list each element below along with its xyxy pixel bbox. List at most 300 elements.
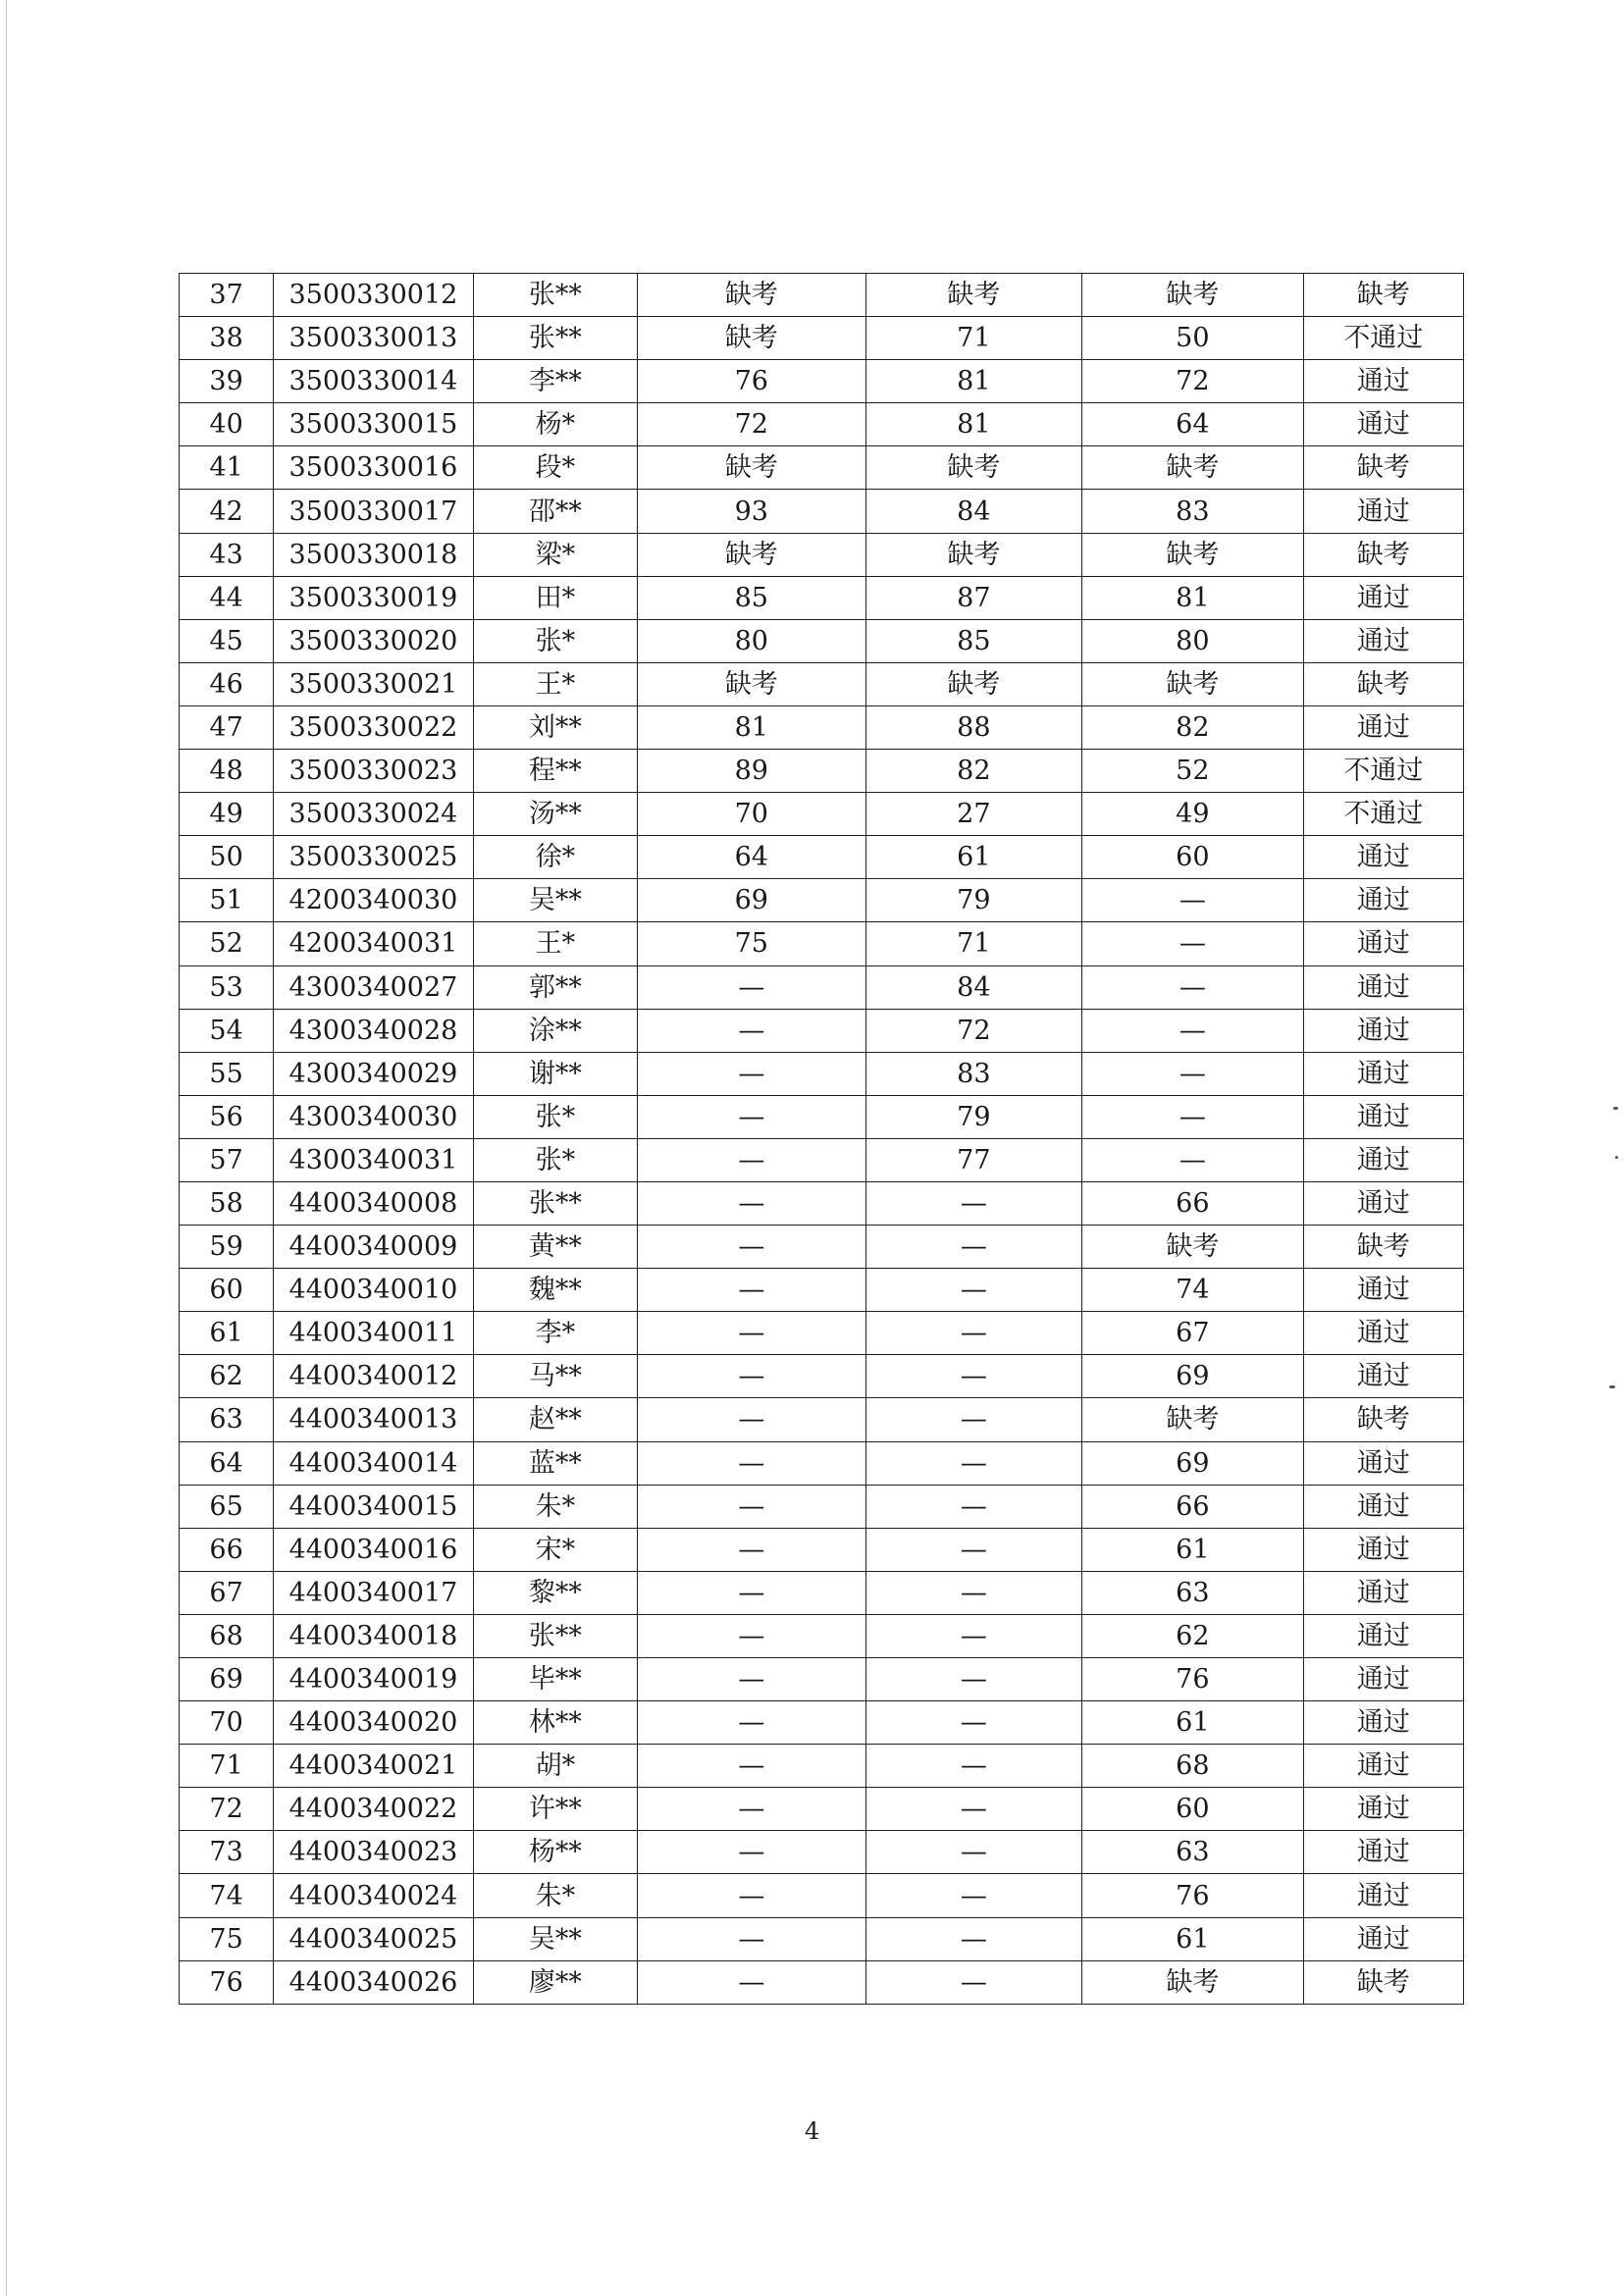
score-2-cell: —: [865, 1398, 1082, 1441]
score-3-cell: 66: [1082, 1485, 1304, 1528]
candidate-name-cell: 张*: [473, 1138, 637, 1181]
row-number-cell: 55: [180, 1052, 274, 1095]
row-number-cell: 53: [180, 965, 274, 1009]
candidate-name-cell: 马**: [473, 1355, 637, 1398]
table-row: [180, 793, 1464, 836]
candidate-name-cell: 张*: [473, 619, 637, 662]
table-row: [180, 662, 1464, 705]
candidate-id-cell: 3500330021: [274, 662, 473, 705]
score-2-cell: —: [865, 1355, 1082, 1398]
candidate-id-cell: 4300340031: [274, 1138, 473, 1181]
row-number-cell: 74: [180, 1874, 274, 1917]
score-3-cell: 76: [1082, 1658, 1304, 1701]
score-2-cell: —: [865, 1485, 1082, 1528]
score-3-cell: 缺考: [1082, 446, 1304, 490]
candidate-id-cell: 4400340016: [274, 1528, 473, 1571]
score-1-cell: —: [638, 1138, 866, 1181]
score-2-cell: 79: [865, 1095, 1082, 1138]
score-2-cell: —: [865, 1701, 1082, 1745]
score-3-cell: 缺考: [1082, 662, 1304, 705]
score-1-cell: 75: [638, 922, 866, 965]
result-cell: 通过: [1303, 836, 1463, 879]
score-3-cell: —: [1082, 1095, 1304, 1138]
candidate-name-cell: 胡*: [473, 1745, 637, 1788]
result-cell: 通过: [1303, 1095, 1463, 1138]
score-1-cell: —: [638, 1831, 866, 1874]
candidate-name-cell: 张**: [473, 1614, 637, 1657]
score-1-cell: —: [638, 1355, 866, 1398]
score-1-cell: —: [638, 1181, 866, 1225]
row-number-cell: 41: [180, 446, 274, 490]
candidate-name-cell: 许**: [473, 1788, 637, 1831]
row-number-cell: 67: [180, 1571, 274, 1614]
candidate-id-cell: 4400340019: [274, 1658, 473, 1701]
table-row: [180, 446, 1464, 490]
candidate-id-cell: 3500330013: [274, 317, 473, 360]
row-number-cell: 54: [180, 1009, 274, 1052]
score-3-cell: 83: [1082, 490, 1304, 533]
table-row: [180, 879, 1464, 922]
score-table: [179, 273, 1464, 2005]
table-row: [180, 1614, 1464, 1657]
score-2-cell: 77: [865, 1138, 1082, 1181]
candidate-id-cell: 3500330025: [274, 836, 473, 879]
score-2-cell: —: [865, 1614, 1082, 1657]
score-2-cell: 27: [865, 793, 1082, 836]
score-1-cell: —: [638, 1874, 866, 1917]
score-3-cell: 63: [1082, 1831, 1304, 1874]
candidate-name-cell: 蓝**: [473, 1441, 637, 1485]
row-number-cell: 72: [180, 1788, 274, 1831]
row-number-cell: 75: [180, 1917, 274, 1960]
result-cell: 通过: [1303, 1355, 1463, 1398]
score-2-cell: 83: [865, 1052, 1082, 1095]
score-3-cell: 50: [1082, 317, 1304, 360]
result-cell: 通过: [1303, 1658, 1463, 1701]
score-3-cell: 64: [1082, 403, 1304, 446]
page-number: 4: [804, 2117, 820, 2145]
table-row: [180, 1355, 1464, 1398]
score-3-cell: 60: [1082, 836, 1304, 879]
candidate-name-cell: 吴**: [473, 1917, 637, 1960]
score-3-cell: 74: [1082, 1269, 1304, 1312]
score-3-cell: —: [1082, 1138, 1304, 1181]
score-1-cell: —: [638, 1745, 866, 1788]
table-row: [180, 1701, 1464, 1745]
row-number-cell: 60: [180, 1269, 274, 1312]
candidate-name-cell: 谢**: [473, 1052, 637, 1095]
candidate-name-cell: 刘**: [473, 705, 637, 749]
row-number-cell: 47: [180, 705, 274, 749]
result-cell: 通过: [1303, 1312, 1463, 1355]
result-cell: 缺考: [1303, 533, 1463, 576]
result-cell: 通过: [1303, 1571, 1463, 1614]
score-3-cell: 69: [1082, 1355, 1304, 1398]
score-2-cell: —: [865, 1441, 1082, 1485]
table-row: [180, 1874, 1464, 1917]
score-3-cell: 缺考: [1082, 1960, 1304, 2004]
row-number-cell: 43: [180, 533, 274, 576]
candidate-name-cell: 程**: [473, 750, 637, 793]
score-1-cell: 81: [638, 705, 866, 749]
table-row: [180, 619, 1464, 662]
score-3-cell: 61: [1082, 1528, 1304, 1571]
row-number-cell: 65: [180, 1485, 274, 1528]
row-number-cell: 51: [180, 879, 274, 922]
score-2-cell: —: [865, 1745, 1082, 1788]
candidate-id-cell: 3500330019: [274, 576, 473, 619]
candidate-name-cell: 廖**: [473, 1960, 637, 2004]
score-1-cell: 缺考: [638, 274, 866, 317]
score-2-cell: 71: [865, 317, 1082, 360]
score-3-cell: 62: [1082, 1614, 1304, 1657]
score-2-cell: 82: [865, 750, 1082, 793]
score-2-cell: —: [865, 1960, 1082, 2004]
candidate-name-cell: 黄**: [473, 1226, 637, 1269]
score-2-cell: 缺考: [865, 446, 1082, 490]
score-1-cell: 93: [638, 490, 866, 533]
row-number-cell: 52: [180, 922, 274, 965]
result-cell: 不通过: [1303, 750, 1463, 793]
score-3-cell: 缺考: [1082, 274, 1304, 317]
table-row: [180, 576, 1464, 619]
scan-speck: [1613, 1107, 1618, 1110]
result-cell: 缺考: [1303, 662, 1463, 705]
score-3-cell: 61: [1082, 1917, 1304, 1960]
candidate-name-cell: 李*: [473, 1312, 637, 1355]
candidate-id-cell: 3500330020: [274, 619, 473, 662]
candidate-name-cell: 张**: [473, 274, 637, 317]
candidate-id-cell: 4400340014: [274, 1441, 473, 1485]
score-1-cell: 70: [638, 793, 866, 836]
row-number-cell: 38: [180, 317, 274, 360]
table-row: [180, 1269, 1464, 1312]
table-row: [180, 403, 1464, 446]
result-cell: 缺考: [1303, 1226, 1463, 1269]
candidate-id-cell: 3500330024: [274, 793, 473, 836]
score-2-cell: —: [865, 1181, 1082, 1225]
result-cell: 通过: [1303, 705, 1463, 749]
candidate-id-cell: 4300340027: [274, 965, 473, 1009]
result-cell: 不通过: [1303, 793, 1463, 836]
table-row: [180, 490, 1464, 533]
candidate-name-cell: 毕**: [473, 1658, 637, 1701]
table-row: [180, 836, 1464, 879]
score-3-cell: 67: [1082, 1312, 1304, 1355]
score-1-cell: 85: [638, 576, 866, 619]
table-row: [180, 1831, 1464, 1874]
score-1-cell: —: [638, 1095, 866, 1138]
table-row: [180, 1571, 1464, 1614]
score-2-cell: —: [865, 1571, 1082, 1614]
candidate-id-cell: 3500330015: [274, 403, 473, 446]
score-2-cell: 88: [865, 705, 1082, 749]
row-number-cell: 71: [180, 1745, 274, 1788]
row-number-cell: 57: [180, 1138, 274, 1181]
score-1-cell: —: [638, 1009, 866, 1052]
table-row: [180, 1181, 1464, 1225]
candidate-id-cell: 4400340024: [274, 1874, 473, 1917]
candidate-name-cell: 张**: [473, 317, 637, 360]
candidate-id-cell: 4400340017: [274, 1571, 473, 1614]
score-1-cell: —: [638, 1528, 866, 1571]
score-2-cell: —: [865, 1269, 1082, 1312]
score-1-cell: —: [638, 1485, 866, 1528]
score-1-cell: —: [638, 1917, 866, 1960]
candidate-name-cell: 徐*: [473, 836, 637, 879]
candidate-name-cell: 王*: [473, 922, 637, 965]
result-cell: 通过: [1303, 490, 1463, 533]
result-cell: 通过: [1303, 1269, 1463, 1312]
result-cell: 通过: [1303, 922, 1463, 965]
candidate-id-cell: 3500330017: [274, 490, 473, 533]
candidate-name-cell: 杨**: [473, 1831, 637, 1874]
row-number-cell: 62: [180, 1355, 274, 1398]
row-number-cell: 42: [180, 490, 274, 533]
score-1-cell: —: [638, 1398, 866, 1441]
candidate-name-cell: 朱*: [473, 1874, 637, 1917]
result-cell: 通过: [1303, 1788, 1463, 1831]
score-3-cell: 68: [1082, 1745, 1304, 1788]
score-2-cell: 缺考: [865, 662, 1082, 705]
result-cell: 通过: [1303, 1181, 1463, 1225]
table-row: [180, 274, 1464, 317]
result-cell: 缺考: [1303, 1398, 1463, 1441]
row-number-cell: 70: [180, 1701, 274, 1745]
result-cell: 通过: [1303, 1052, 1463, 1095]
table-row: [180, 1528, 1464, 1571]
candidate-id-cell: 4400340009: [274, 1226, 473, 1269]
row-number-cell: 48: [180, 750, 274, 793]
row-number-cell: 40: [180, 403, 274, 446]
score-2-cell: 72: [865, 1009, 1082, 1052]
result-cell: 通过: [1303, 360, 1463, 403]
score-1-cell: 80: [638, 619, 866, 662]
score-3-cell: —: [1082, 922, 1304, 965]
result-cell: 通过: [1303, 1485, 1463, 1528]
candidate-id-cell: 4400340008: [274, 1181, 473, 1225]
candidate-id-cell: 4400340025: [274, 1917, 473, 1960]
row-number-cell: 69: [180, 1658, 274, 1701]
candidate-id-cell: 4400340022: [274, 1788, 473, 1831]
scan-speck: [1615, 1156, 1618, 1159]
candidate-id-cell: 3500330016: [274, 446, 473, 490]
score-2-cell: 84: [865, 490, 1082, 533]
score-3-cell: 61: [1082, 1701, 1304, 1745]
candidate-name-cell: 梁*: [473, 533, 637, 576]
candidate-name-cell: 张**: [473, 1181, 637, 1225]
candidate-id-cell: 4300340028: [274, 1009, 473, 1052]
score-1-cell: 76: [638, 360, 866, 403]
candidate-id-cell: 4300340029: [274, 1052, 473, 1095]
result-cell: 通过: [1303, 1745, 1463, 1788]
table-row: [180, 533, 1464, 576]
score-2-cell: 61: [865, 836, 1082, 879]
row-number-cell: 68: [180, 1614, 274, 1657]
candidate-id-cell: 4400340011: [274, 1312, 473, 1355]
score-3-cell: 66: [1082, 1181, 1304, 1225]
result-cell: 通过: [1303, 965, 1463, 1009]
table-row: [180, 1745, 1464, 1788]
row-number-cell: 44: [180, 576, 274, 619]
candidate-id-cell: 4200340031: [274, 922, 473, 965]
score-1-cell: 缺考: [638, 533, 866, 576]
score-2-cell: 85: [865, 619, 1082, 662]
score-table-body: [180, 274, 1464, 2005]
score-1-cell: 72: [638, 403, 866, 446]
score-1-cell: —: [638, 1614, 866, 1657]
score-2-cell: —: [865, 1312, 1082, 1355]
row-number-cell: 59: [180, 1226, 274, 1269]
candidate-name-cell: 黎**: [473, 1571, 637, 1614]
table-row: [180, 1009, 1464, 1052]
result-cell: 通过: [1303, 1831, 1463, 1874]
candidate-name-cell: 魏**: [473, 1269, 637, 1312]
candidate-name-cell: 宋*: [473, 1528, 637, 1571]
row-number-cell: 76: [180, 1960, 274, 2004]
candidate-name-cell: 李**: [473, 360, 637, 403]
candidate-name-cell: 郭**: [473, 965, 637, 1009]
score-3-cell: —: [1082, 879, 1304, 922]
row-number-cell: 46: [180, 662, 274, 705]
table-row: [180, 750, 1464, 793]
candidate-name-cell: 田*: [473, 576, 637, 619]
result-cell: 通过: [1303, 1441, 1463, 1485]
score-2-cell: —: [865, 1874, 1082, 1917]
score-1-cell: 89: [638, 750, 866, 793]
result-cell: 不通过: [1303, 317, 1463, 360]
candidate-id-cell: 4400340015: [274, 1485, 473, 1528]
candidate-id-cell: 4400340021: [274, 1745, 473, 1788]
score-1-cell: —: [638, 965, 866, 1009]
score-2-cell: —: [865, 1528, 1082, 1571]
score-2-cell: —: [865, 1658, 1082, 1701]
result-cell: 通过: [1303, 1917, 1463, 1960]
score-2-cell: —: [865, 1788, 1082, 1831]
score-2-cell: —: [865, 1917, 1082, 1960]
candidate-name-cell: 王*: [473, 662, 637, 705]
score-2-cell: 81: [865, 360, 1082, 403]
candidate-name-cell: 杨*: [473, 403, 637, 446]
table-row: [180, 317, 1464, 360]
score-1-cell: 缺考: [638, 662, 866, 705]
result-cell: 通过: [1303, 1528, 1463, 1571]
result-cell: 通过: [1303, 619, 1463, 662]
table-row: [180, 1138, 1464, 1181]
score-2-cell: 87: [865, 576, 1082, 619]
result-cell: 通过: [1303, 1614, 1463, 1657]
score-3-cell: —: [1082, 965, 1304, 1009]
candidate-id-cell: 4300340030: [274, 1095, 473, 1138]
score-3-cell: 52: [1082, 750, 1304, 793]
score-2-cell: 81: [865, 403, 1082, 446]
candidate-name-cell: 赵**: [473, 1398, 637, 1441]
candidate-name-cell: 汤**: [473, 793, 637, 836]
result-cell: 缺考: [1303, 1960, 1463, 2004]
row-number-cell: 50: [180, 836, 274, 879]
score-3-cell: 82: [1082, 705, 1304, 749]
candidate-id-cell: 4400340018: [274, 1614, 473, 1657]
table-row: [180, 1788, 1464, 1831]
table-row: [180, 705, 1464, 749]
row-number-cell: 49: [180, 793, 274, 836]
row-number-cell: 73: [180, 1831, 274, 1874]
candidate-id-cell: 4400340023: [274, 1831, 473, 1874]
scan-speck: [1609, 1385, 1615, 1388]
row-number-cell: 64: [180, 1441, 274, 1485]
row-number-cell: 58: [180, 1181, 274, 1225]
table-row: [180, 1226, 1464, 1269]
candidate-name-cell: 张*: [473, 1095, 637, 1138]
result-cell: 缺考: [1303, 274, 1463, 317]
table-row: [180, 1095, 1464, 1138]
score-3-cell: 81: [1082, 576, 1304, 619]
candidate-id-cell: 3500330022: [274, 705, 473, 749]
score-2-cell: —: [865, 1831, 1082, 1874]
result-cell: 通过: [1303, 879, 1463, 922]
score-1-cell: —: [638, 1441, 866, 1485]
score-3-cell: 69: [1082, 1441, 1304, 1485]
score-1-cell: —: [638, 1701, 866, 1745]
candidate-name-cell: 涂**: [473, 1009, 637, 1052]
table-row: [180, 1485, 1464, 1528]
candidate-id-cell: 4400340026: [274, 1960, 473, 2004]
candidate-id-cell: 3500330012: [274, 274, 473, 317]
candidate-name-cell: 段*: [473, 446, 637, 490]
score-2-cell: 缺考: [865, 533, 1082, 576]
candidate-id-cell: 4200340030: [274, 879, 473, 922]
table-row: [180, 1312, 1464, 1355]
table-row: [180, 1052, 1464, 1095]
row-number-cell: 63: [180, 1398, 274, 1441]
score-1-cell: —: [638, 1571, 866, 1614]
table-row: [180, 965, 1464, 1009]
score-1-cell: —: [638, 1960, 866, 2004]
score-3-cell: 60: [1082, 1788, 1304, 1831]
table-row: [180, 1960, 1464, 2004]
result-cell: 通过: [1303, 403, 1463, 446]
score-2-cell: 79: [865, 879, 1082, 922]
row-number-cell: 66: [180, 1528, 274, 1571]
result-cell: 通过: [1303, 1701, 1463, 1745]
score-3-cell: —: [1082, 1052, 1304, 1095]
score-3-cell: 76: [1082, 1874, 1304, 1917]
row-number-cell: 45: [180, 619, 274, 662]
score-2-cell: 84: [865, 965, 1082, 1009]
candidate-id-cell: 3500330018: [274, 533, 473, 576]
row-number-cell: 39: [180, 360, 274, 403]
score-1-cell: —: [638, 1312, 866, 1355]
score-1-cell: 缺考: [638, 446, 866, 490]
table-row: [180, 1917, 1464, 1960]
score-3-cell: 72: [1082, 360, 1304, 403]
score-3-cell: 缺考: [1082, 1226, 1304, 1269]
result-cell: 通过: [1303, 1138, 1463, 1181]
table-row: [180, 1398, 1464, 1441]
score-1-cell: 64: [638, 836, 866, 879]
candidate-id-cell: 4400340012: [274, 1355, 473, 1398]
result-cell: 通过: [1303, 1874, 1463, 1917]
result-cell: 缺考: [1303, 446, 1463, 490]
row-number-cell: 37: [180, 274, 274, 317]
candidate-id-cell: 3500330023: [274, 750, 473, 793]
score-1-cell: —: [638, 1658, 866, 1701]
score-1-cell: —: [638, 1269, 866, 1312]
row-number-cell: 61: [180, 1312, 274, 1355]
score-2-cell: 缺考: [865, 274, 1082, 317]
score-2-cell: —: [865, 1226, 1082, 1269]
score-1-cell: 69: [638, 879, 866, 922]
